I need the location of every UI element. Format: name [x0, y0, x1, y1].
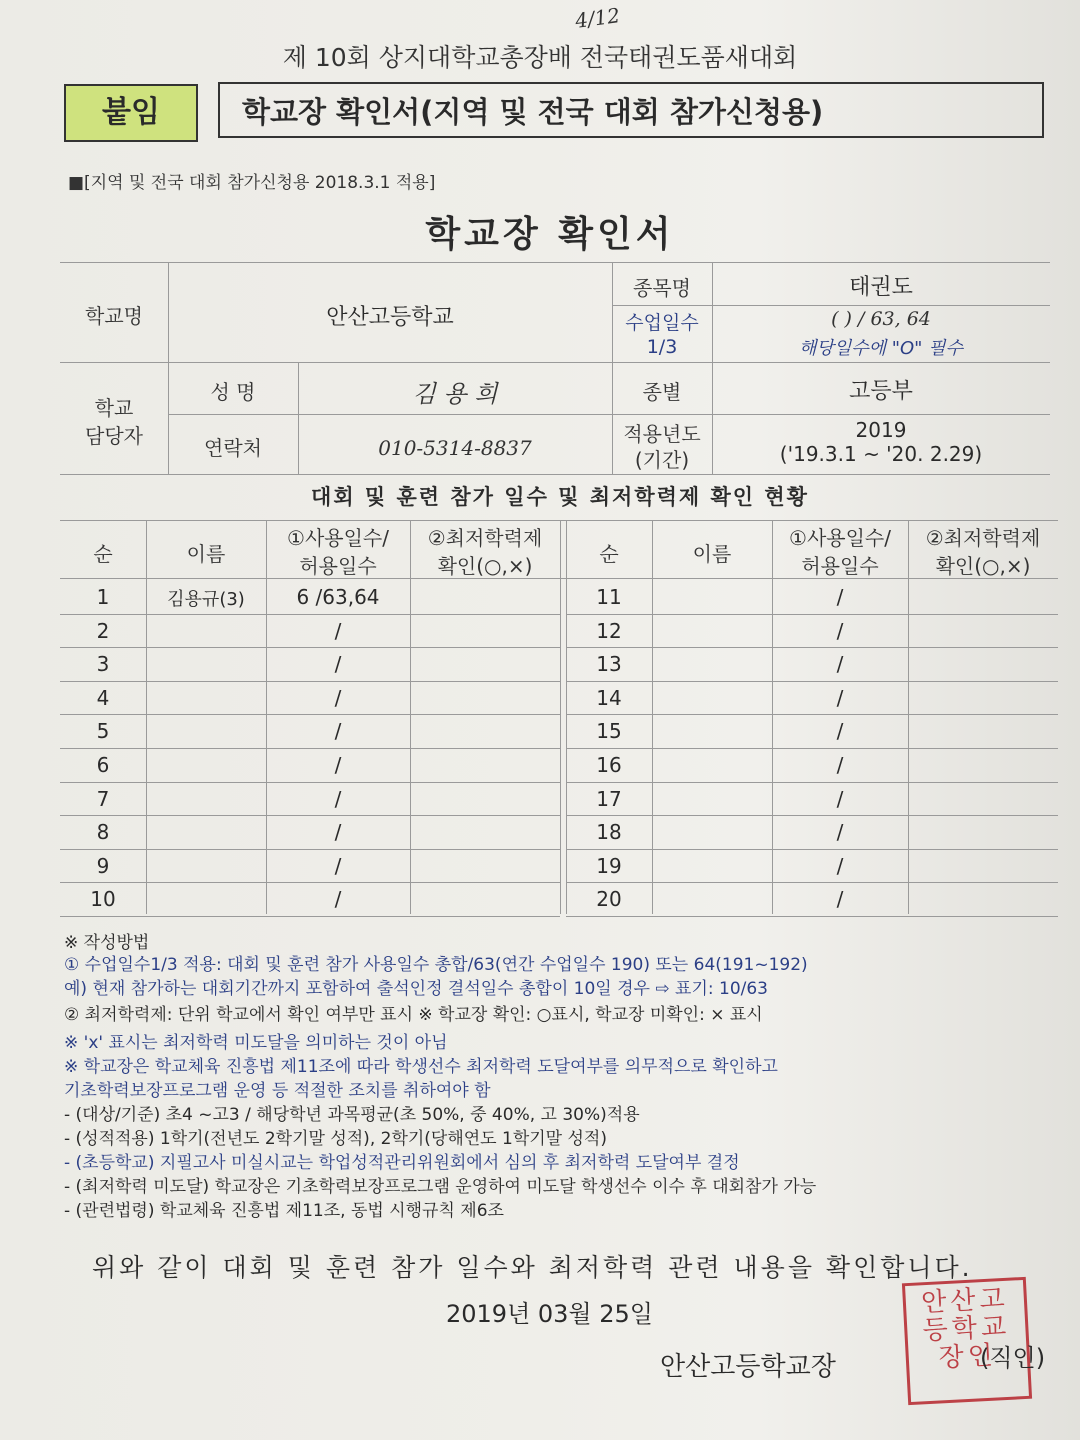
row-divider — [566, 614, 1058, 615]
right-row-3-days: / — [836, 652, 844, 677]
attachment-label: 붙임 — [64, 84, 198, 142]
right-row-5-num: 15 — [596, 719, 622, 744]
header-days-1: ①사용일수/ — [789, 526, 891, 550]
left-row-10-days: / — [334, 887, 342, 912]
instruction-line: - (최저학력 미도달) 학교장은 기초학력보장프로그램 운영하여 미도달 학생선수 이수 후 대회참가 가능 — [64, 1177, 817, 1197]
row-divider — [566, 782, 1058, 783]
instruction-line: ※ 작성방법 — [64, 933, 150, 953]
contact-value: 010-5314-8837 — [378, 436, 532, 460]
seal-text: 안산고등학교장인 — [920, 1283, 1011, 1374]
days-label-1: 수업일수 — [625, 312, 699, 334]
right-row-9-num: 19 — [596, 853, 622, 878]
days-value: ( ) / 63, 64 — [831, 308, 931, 330]
right-row-5-days: / — [836, 719, 844, 744]
left-row-1-name: 김용규(3) — [167, 589, 245, 610]
header-check-1: ②최저학력제 — [427, 526, 543, 550]
year-label-2: (기간) — [634, 448, 690, 472]
instruction-line: ※ 학교장은 학교체육 진흥법 제11조에 따라 학생선수 최저학력 도달여부를 의무적으로 확인하고 — [64, 1057, 778, 1077]
year-label-1: 적용년도 — [623, 422, 701, 446]
days-note: 해당일수에 "O" 필수 — [799, 338, 963, 359]
right-row-2-num: 12 — [596, 618, 622, 643]
row-divider — [566, 849, 1058, 850]
left-row-6-num: 6 — [96, 753, 110, 777]
row-divider — [566, 882, 1058, 883]
year-period: ('19.3.1 ~ '20. 2.29) — [779, 442, 983, 466]
row-divider — [566, 714, 1058, 715]
contact-label: 연락처 — [204, 436, 262, 460]
right-row-9-days: / — [836, 853, 844, 878]
right-row-3-num: 13 — [596, 652, 622, 677]
header-num: 순 — [93, 542, 113, 566]
school-name: 안산고등학교 — [326, 305, 454, 330]
left-row-5-days: / — [334, 719, 342, 744]
left-row-9-days: / — [334, 853, 342, 878]
school-label: 학교명 — [85, 304, 143, 328]
left-row-4-num: 4 — [96, 685, 110, 710]
right-row-1-num: 11 — [596, 585, 622, 609]
left-row-4-days: / — [334, 685, 342, 710]
right-row-2-days: / — [836, 618, 844, 643]
header-days-1: ①사용일수/ — [287, 526, 389, 550]
staff-label-1: 학교 — [94, 396, 134, 420]
row-divider — [60, 714, 560, 715]
left-row-10-num: 10 — [90, 887, 116, 912]
confirm-text: 위와 같이 대회 및 훈련 참가 일수와 최저학력 관련 내용을 확인합니다. — [92, 1253, 973, 1282]
date-text: 2019년 03월 25일 — [446, 1300, 653, 1328]
instruction-line: ※ 'x' 표시는 최저학력 미도달을 의미하는 것이 아님 — [64, 1033, 448, 1053]
right-row-6-num: 16 — [596, 753, 622, 777]
left-row-3-num: 3 — [96, 652, 110, 677]
contest-title: 제 10회 상지대학교총장배 전국태권도품새대회 — [282, 43, 798, 72]
left-row-2-days: / — [334, 618, 342, 643]
rule-note: ■[지역 및 전국 대회 참가신청용 2018.3.1 적용] — [68, 173, 436, 193]
row-divider — [60, 614, 560, 615]
instruction-line: 예) 현재 참가하는 대회기간까지 포함하여 출석인정 결석일수 총합이 10일 경우 ⇨ 표기: 10/63 — [64, 979, 768, 999]
row-divider — [566, 815, 1058, 816]
left-row-7-num: 7 — [96, 786, 110, 811]
instruction-line: - (성적적용) 1학기(전년도 2학기말 성적), 2학기(당해연도 1학기말 성적) — [64, 1129, 607, 1149]
type-value: 고등부 — [849, 379, 913, 404]
handwritten-note: 4/12 — [573, 2, 622, 34]
left-row-8-num: 8 — [96, 820, 110, 845]
event-value: 태권도 — [849, 275, 913, 300]
right-row-7-days: / — [836, 786, 844, 811]
left-row-3-days: / — [334, 652, 342, 677]
row-divider — [60, 681, 560, 682]
staff-label-2: 담당자 — [85, 424, 143, 448]
left-row-8-days: / — [334, 820, 342, 845]
row-divider — [60, 782, 560, 783]
instruction-line: - (관련법령) 학교체육 진흥법 제11조, 동법 시행규칙 제6조 — [64, 1201, 504, 1221]
header-num: 순 — [599, 542, 619, 566]
row-divider — [60, 647, 560, 648]
instruction-line: 기초학력보장프로그램 운영 등 적절한 조치를 취하여야 함 — [64, 1081, 491, 1101]
right-row-10-days: / — [836, 887, 844, 912]
row-divider — [60, 916, 560, 917]
instruction-line: ② 최저학력제: 단위 학교에서 확인 여부만 표시 ※ 학교장 확인: ○표시, 학교장 미확인: × 표시 — [64, 1005, 763, 1025]
instruction-line: - (초등학교) 지필고사 미실시교는 학업성적관리위원회에서 심의 후 최저학력 도달여부 결정 — [64, 1153, 740, 1173]
event-label: 종목명 — [633, 276, 691, 300]
doc-title: 학교장 확인서 — [425, 214, 675, 255]
instruction-line: ① 수업일수1/3 적용: 대회 및 훈련 참가 사용일수 총합/63(연간 수업일수 190) 또는 64(191~192) — [64, 955, 808, 975]
row-divider — [60, 815, 560, 816]
name-label: 성 명 — [210, 380, 256, 404]
row-divider — [566, 647, 1058, 648]
left-row-1-num: 1 — [96, 585, 110, 609]
header-name: 이름 — [186, 542, 226, 566]
instruction-line: - (대상/기준) 초4 ~고3 / 해당학년 과목평균(초 50%, 중 40%, 고 30%)적용 — [64, 1105, 640, 1125]
row-divider — [60, 849, 560, 850]
header-check-2: 확인(○,×) — [935, 554, 1031, 578]
type-label: 종별 — [642, 380, 682, 404]
name-value: 김 용 희 — [412, 380, 498, 408]
right-row-8-days: / — [836, 820, 844, 845]
right-row-1-days: / — [836, 585, 844, 609]
right-row-7-num: 17 — [596, 786, 622, 811]
header-check-2: 확인(○,×) — [437, 554, 533, 578]
left-row-9-num: 9 — [96, 853, 110, 878]
header-days-2: 허용일수 — [801, 554, 879, 578]
left-row-6-days: / — [334, 753, 342, 777]
row-divider — [566, 748, 1058, 749]
year-value: 2019 — [855, 418, 907, 442]
row-divider — [60, 748, 560, 749]
row-divider — [566, 916, 1058, 917]
left-row-5-num: 5 — [96, 719, 110, 744]
right-row-4-num: 14 — [596, 685, 622, 710]
row-divider — [60, 882, 560, 883]
right-row-8-num: 18 — [596, 820, 622, 845]
principal-text: 안산고등학교장 — [660, 1352, 836, 1382]
status-title: 대회 및 훈련 참가 일수 및 최저학력제 확인 현황 — [311, 485, 809, 509]
row-divider — [566, 681, 1058, 682]
left-row-2-num: 2 — [96, 618, 110, 643]
left-row-1-days: 6 /63,64 — [296, 585, 380, 609]
stamp-label: (직인) — [980, 1344, 1046, 1372]
header-title: 학교장 확인서(지역 및 전국 대회 참가신청용) — [218, 82, 1044, 138]
right-row-10-num: 20 — [596, 887, 622, 912]
header-days-2: 허용일수 — [299, 554, 377, 578]
header-name: 이름 — [692, 542, 732, 566]
left-row-7-days: / — [334, 786, 342, 811]
right-row-6-days: / — [836, 753, 844, 777]
days-label-2: 1/3 — [646, 336, 678, 358]
header-check-1: ②최저학력제 — [925, 526, 1041, 550]
right-row-4-days: / — [836, 685, 844, 710]
